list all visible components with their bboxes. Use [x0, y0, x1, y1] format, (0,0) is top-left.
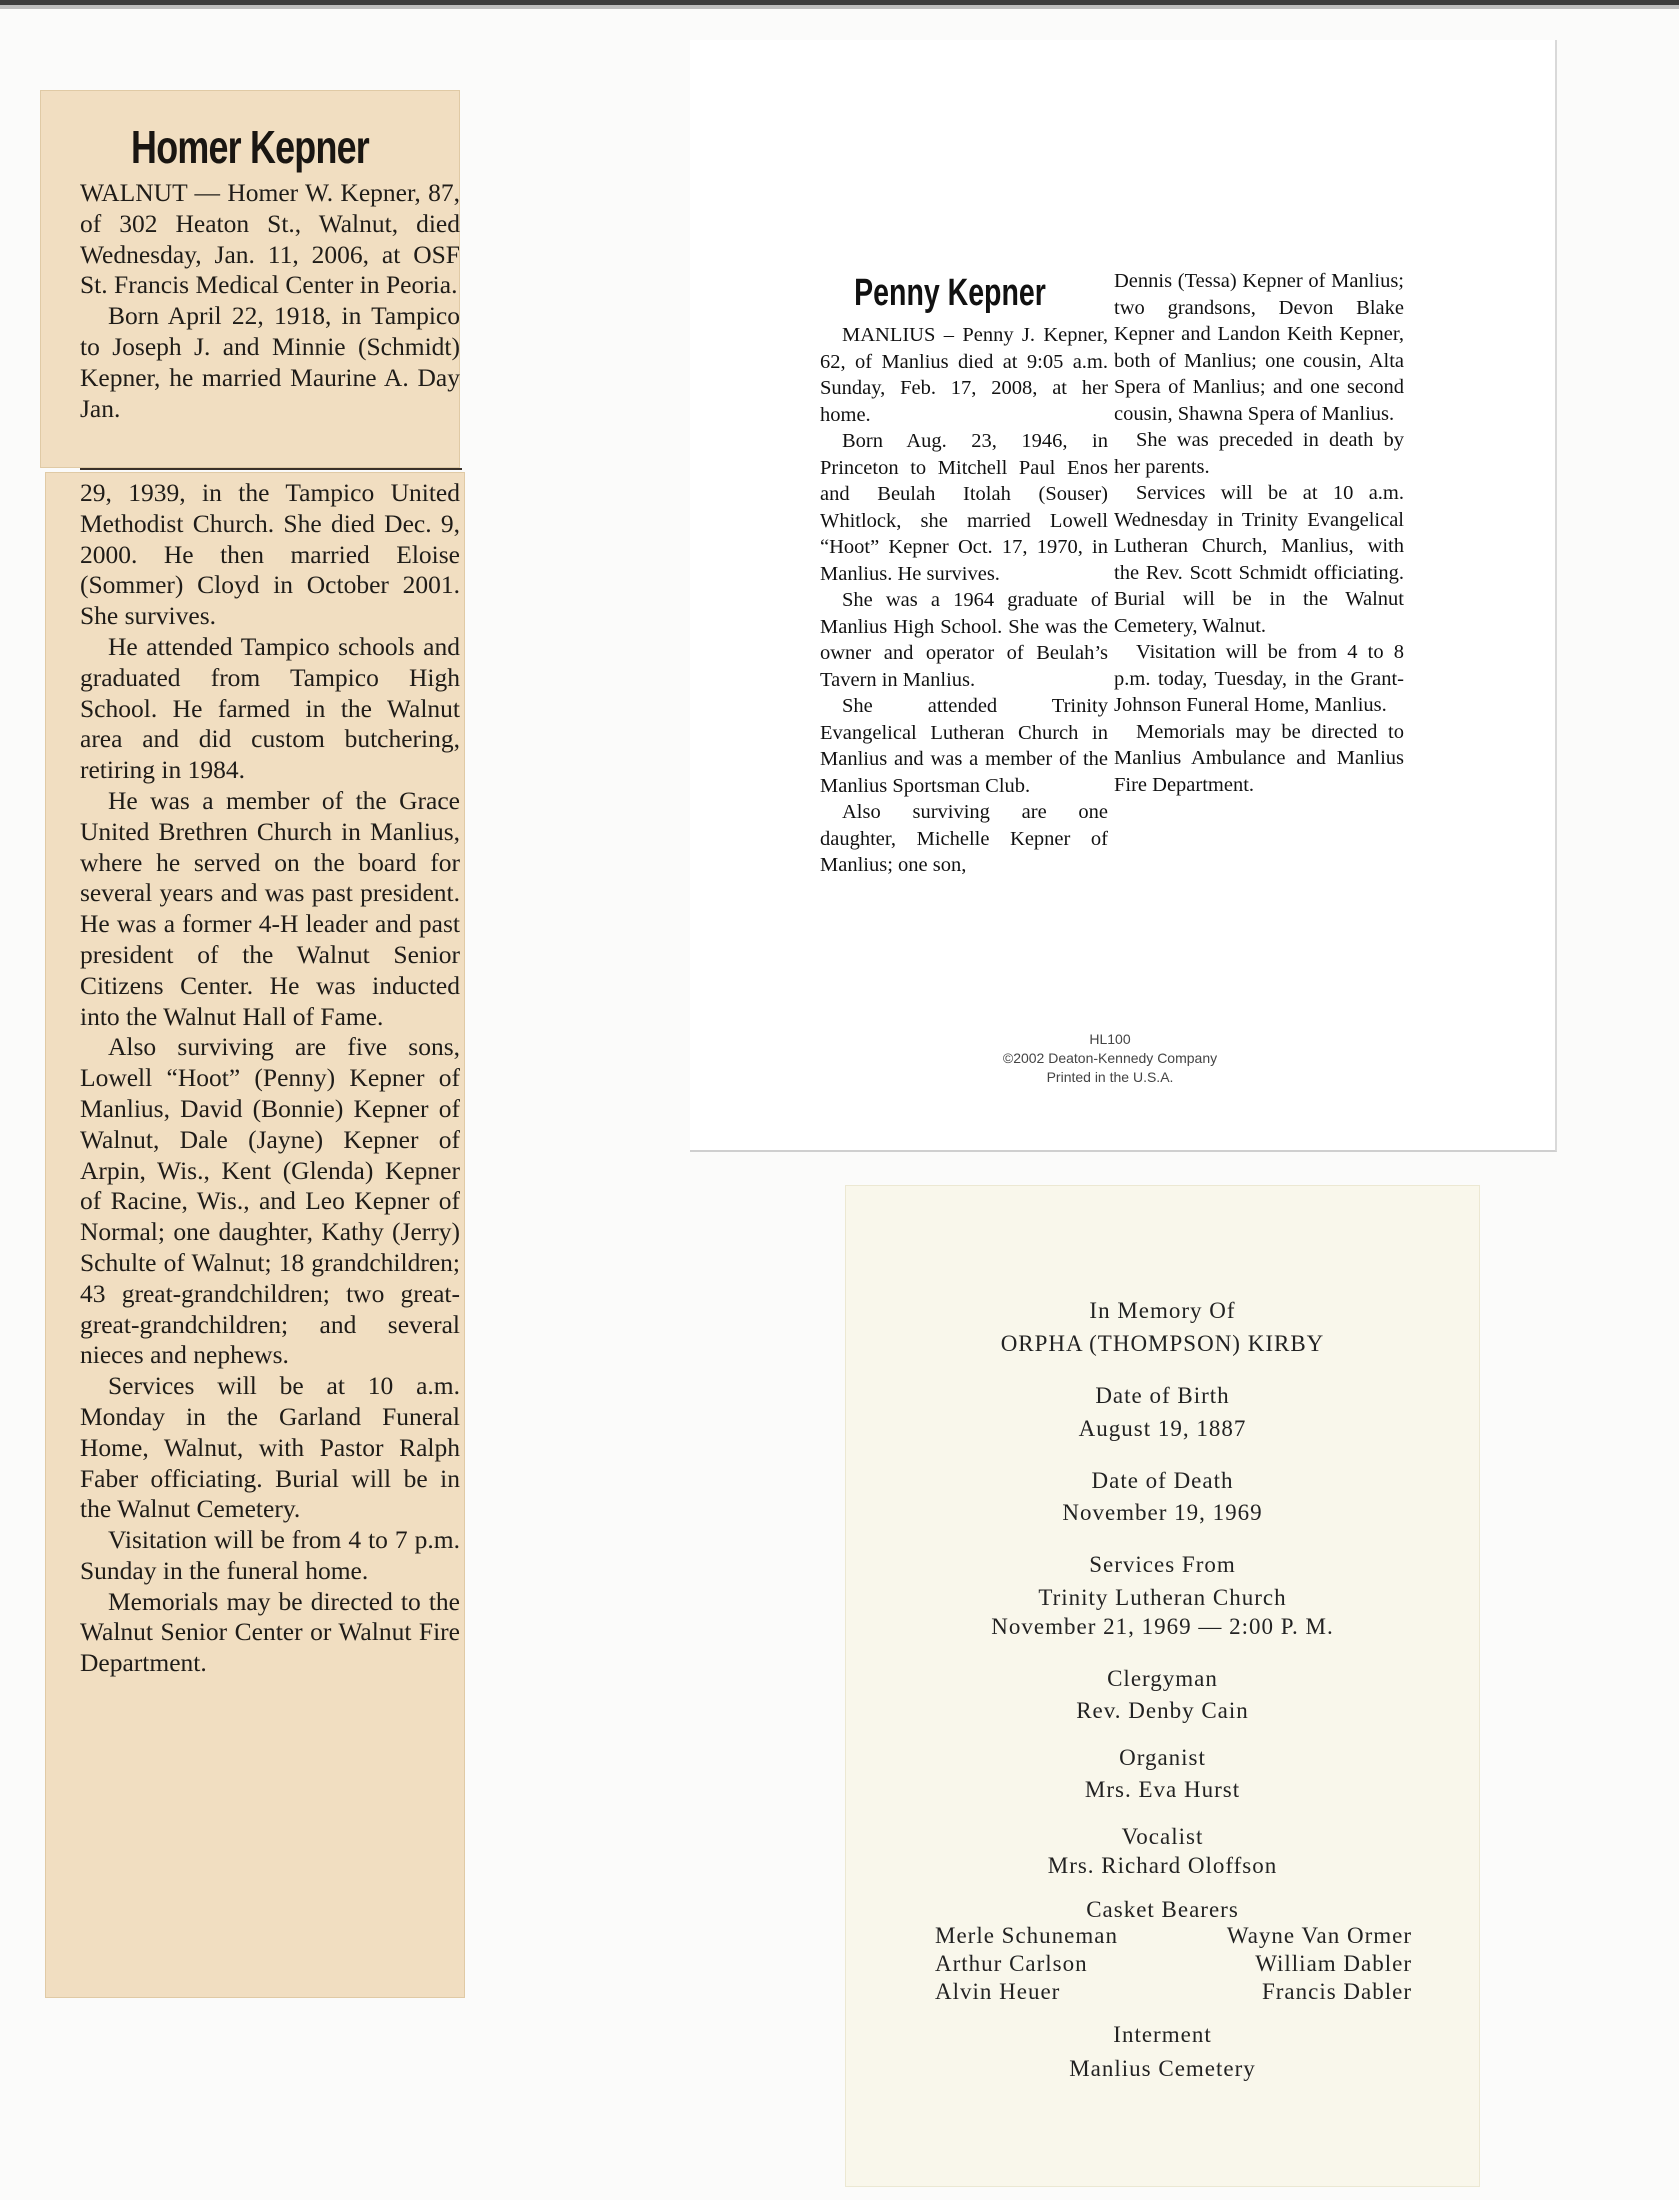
- organist-label: Organist: [1119, 1745, 1206, 1770]
- services-label: Services From: [1089, 1552, 1236, 1577]
- penny-column-right: [1114, 268, 1404, 798]
- services-church: Trinity Lutheran Church: [1038, 1585, 1287, 1610]
- penny-paragraph: She attended Trinity Evangelical Lutheran Church in Manlius and was a member of the Manlius Sportsman Club.: [820, 695, 1108, 797]
- homer-paragraph: 29, 1939, in the Tampico United Methodist Church. She died Dec. 9, 2000. He then married Eloise (Sommer) Cloyd in October 2001. She survives.: [80, 478, 460, 631]
- bearer-name: Alvin Heuer: [935, 1979, 1061, 2004]
- homer-paragraph: Memorials may be directed to the Walnut Senior Center or Walnut Fire Department.: [80, 1586, 460, 1678]
- penny-paragraph: She was preceded in death by her parents.: [1114, 429, 1404, 478]
- bearer-name: Wayne Van Ormer: [1226, 1923, 1412, 1948]
- penny-paragraph: She was a 1964 graduate of Manlius High School. She was the owner and operator of Beulah’s Tavern in Manlius.: [820, 589, 1108, 691]
- services-datetime: November 21, 1969 — 2:00 P. M.: [991, 1614, 1334, 1639]
- organist-name: Mrs. Eva Hurst: [1084, 1777, 1241, 1802]
- in-memory-heading: In Memory Of: [1089, 1298, 1236, 1323]
- imprint-code: HL100: [1089, 1031, 1131, 1047]
- bearer-name: William Dabler: [1255, 1951, 1412, 1976]
- bearer-name: Arthur Carlson: [935, 1951, 1088, 1976]
- interment-place: Manlius Cemetery: [1069, 2056, 1256, 2081]
- imprint-copyright: ©2002 Deaton-Kennedy Company: [1002, 1050, 1218, 1066]
- penny-paragraph: Dennis (Tessa) Kepner of Manlius; two grandsons, Devon Blake Kepner and Landon Keith Kepner, both of Manlius; one cousin, Alta Spera of Manlius; and one second cousin, Shawna Spera of Manlius.: [1114, 270, 1404, 425]
- deceased-name: ORPHA (THOMPSON) KIRBY: [1000, 1331, 1325, 1356]
- birth-label: Date of Birth: [1095, 1383, 1230, 1408]
- bearer-name: Merle Schuneman: [935, 1923, 1118, 1948]
- penny-paragraph: Visitation will be from 4 to 8 p.m. today, Tuesday, in the Grant-Johnson Funeral Home, Manlius.: [1114, 641, 1404, 716]
- card-printer-imprint: [950, 1030, 1270, 1087]
- interment-label: Interment: [1113, 2022, 1212, 2047]
- birth-date: August 19, 1887: [1078, 1416, 1247, 1441]
- bearers-left-column: [935, 1922, 1118, 2006]
- penny-column-left: [820, 322, 1108, 879]
- bearers-right-column: [1180, 1922, 1412, 2006]
- homer-column-top: [80, 178, 460, 424]
- penny-paragraph: MANLIUS – Penny J. Kepner, 62, of Manlius died at 9:05 a.m. Sunday, Feb. 17, 2008, at her home.: [820, 324, 1108, 426]
- penny-paragraph: Memorials may be directed to Manlius Ambulance and Manlius Fire Department.: [1114, 720, 1404, 796]
- imprint-printed: Printed in the U.S.A.: [1046, 1069, 1174, 1085]
- homer-paragraph: Visitation will be from 4 to 7 p.m. Sunday in the funeral home.: [80, 1525, 460, 1585]
- penny-paragraph: Services will be at 10 a.m. Wednesday in Trinity Evangelical Lutheran Church, Manlius, with the Rev. Scott Schmidt officiating. Burial will be in the Walnut Cemetery, Walnut.: [1114, 482, 1404, 637]
- clergyman-name: Rev. Denby Cain: [1076, 1698, 1249, 1723]
- death-date: November 19, 1969: [1062, 1500, 1263, 1525]
- homer-paragraph: WALNUT — Homer W. Kepner, 87, of 302 Heaton St., Walnut, died Wednesday, Jan. 11, 2006, at OSF St. Francis Medical Center in Peoria.: [80, 178, 460, 300]
- vocalist-name: Mrs. Richard Oloffson: [1047, 1853, 1278, 1878]
- death-label: Date of Death: [1091, 1468, 1234, 1493]
- homer-obituary-title: Homer Kepner: [131, 121, 369, 173]
- bearer-name: Francis Dabler: [1261, 1979, 1412, 2004]
- penny-paragraph: Also surviving are one daughter, Michelle Kepner of Manlius; one son,: [820, 801, 1108, 876]
- homer-paragraph: He was a member of the Grace United Brethren Church in Manlius, where he served on the board for several years and was past president. He was a former 4-H leader and past president of the Walnut Senior Citizens Center. He was inducted into the Walnut Hall of Fame.: [80, 785, 460, 1031]
- penny-obituary-title: Penny Kepner: [854, 272, 1046, 314]
- vocalist-label: Vocalist: [1121, 1824, 1204, 1849]
- clergyman-label: Clergyman: [1107, 1666, 1218, 1691]
- homer-paragraph: Also surviving are five sons, Lowell “Hoot” (Penny) Kepner of Manlius, David (Bonnie) Kepner of Walnut, Dale (Jayne) Kepner of Arpin, Wis., Kent (Glenda) Kepner of Racine, Wis., and Leo Kepner of Normal; one daughter, Kathy (Jerry) Schulte of Walnut; 18 grandchildren; 43 great-grandchildren; two great-great-grandchildren; and several nieces and nephews.: [80, 1032, 460, 1370]
- homer-column-divider: [80, 468, 462, 470]
- homer-paragraph: Services will be at 10 a.m. Monday in the Garland Funeral Home, Walnut, with Pastor Ralph Faber officiating. Burial will be in the Walnut Cemetery.: [80, 1371, 460, 1524]
- homer-column-bottom: [80, 478, 460, 1679]
- casket-bearers-label: Casket Bearers: [1086, 1897, 1239, 1922]
- penny-paragraph: Born Aug. 23, 1946, in Princeton to Mitchell Paul Enos and Beulah Itolah (Souser) Whitlock, she married Lowell “Hoot” Kepner Oct. 17, 1970, in Manlius. He survives.: [820, 430, 1108, 585]
- scan-top-shadow: [0, 5, 1679, 9]
- homer-paragraph: Born April 22, 1918, in Tampico to Joseph J. and Minnie (Schmidt) Kepner, he married Maurine A. Day Jan.: [80, 301, 460, 423]
- homer-paragraph: He attended Tampico schools and graduated from Tampico High School. He farmed in the Walnut area and did custom butchering, retiring in 1984.: [80, 631, 460, 785]
